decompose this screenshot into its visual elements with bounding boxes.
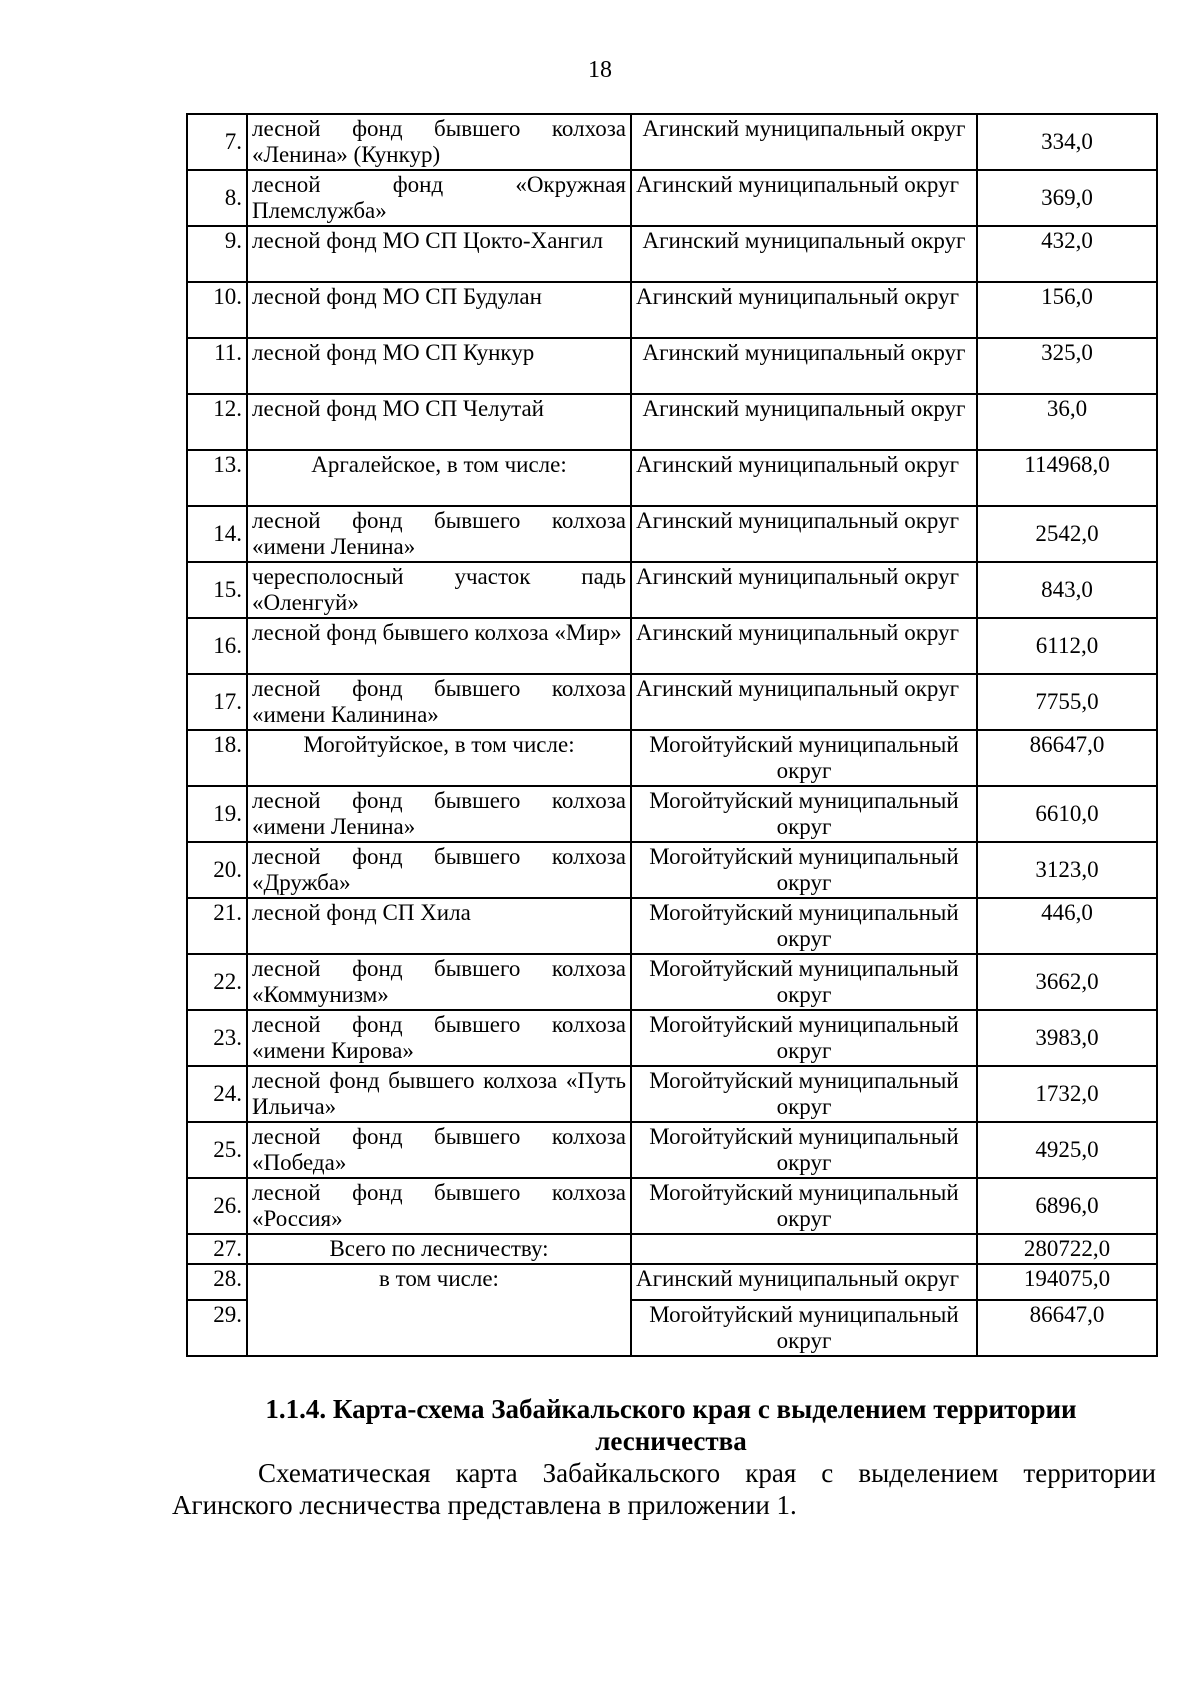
section-heading-line: лесничества xyxy=(595,1426,747,1456)
row-number: 7. xyxy=(187,114,247,170)
row-number: 24. xyxy=(187,1066,247,1122)
forest-fund-name: лесной фонд бывшего колхоза «Победа» xyxy=(247,1122,631,1178)
forest-fund-name: лесной фонд бывшего колхоза «имени Калинина» xyxy=(247,674,631,730)
row-number: 9. xyxy=(187,226,247,282)
section-heading xyxy=(186,1393,1156,1457)
table-row xyxy=(187,170,1157,226)
forest-fund-name: Могойтуйское, в том числе: xyxy=(247,730,631,786)
district-name: Агинский муниципальный округ xyxy=(631,506,977,562)
area-value: 3983,0 xyxy=(977,1010,1157,1066)
district-name: Могойтуйский муниципальный округ xyxy=(631,1178,977,1234)
area-value: 194075,0 xyxy=(977,1264,1157,1300)
forest-fund-name: лесной фонд бывшего колхоза «Дружба» xyxy=(247,842,631,898)
table-row xyxy=(187,394,1157,450)
row-number: 16. xyxy=(187,618,247,674)
district-name: Агинский муниципальный округ xyxy=(631,170,977,226)
row-number: 28. xyxy=(187,1264,247,1300)
row-number: 10. xyxy=(187,282,247,338)
area-value: 36,0 xyxy=(977,394,1157,450)
district-name: Могойтуйский муниципальный округ xyxy=(631,1066,977,1122)
area-value: 325,0 xyxy=(977,338,1157,394)
forest-fund-name: лесной фонд СП Хила xyxy=(247,898,631,954)
table-row xyxy=(187,114,1157,170)
district-name: Могойтуйский муниципальный округ xyxy=(631,1122,977,1178)
row-number: 20. xyxy=(187,842,247,898)
table-row xyxy=(187,1234,1157,1264)
table-row xyxy=(187,674,1157,730)
district-name: Агинский муниципальный округ xyxy=(631,1264,977,1300)
row-number: 8. xyxy=(187,170,247,226)
forest-fund-name: лесной фонд бывшего колхоза «Путь Ильича» xyxy=(247,1066,631,1122)
row-number: 23. xyxy=(187,1010,247,1066)
area-value: 114968,0 xyxy=(977,450,1157,506)
forest-fund-name: лесной фонд бывшего колхоза «имени Кирова» xyxy=(247,1010,631,1066)
forest-fund-name: лесной фонд МО СП Будулан xyxy=(247,282,631,338)
table-row xyxy=(187,1010,1157,1066)
row-number: 22. xyxy=(187,954,247,1010)
district-name: Агинский муниципальный округ xyxy=(631,114,977,170)
district-name: Могойтуйский муниципальный округ xyxy=(631,842,977,898)
area-value: 6610,0 xyxy=(977,786,1157,842)
forest-fund-name: лесной фонд бывшего колхоза «Россия» xyxy=(247,1178,631,1234)
area-value: 843,0 xyxy=(977,562,1157,618)
district-name: Агинский муниципальный округ xyxy=(631,674,977,730)
district-name: Могойтуйский муниципальный округ xyxy=(631,730,977,786)
table-row xyxy=(187,898,1157,954)
paragraph-line: Агинского лесничества представлена в приложении 1. xyxy=(172,1490,797,1520)
row-number: 14. xyxy=(187,506,247,562)
total-area-value: 280722,0 xyxy=(977,1234,1157,1264)
table-row xyxy=(187,450,1157,506)
district-name: Агинский муниципальный округ xyxy=(631,394,977,450)
area-value: 2542,0 xyxy=(977,506,1157,562)
row-number: 25. xyxy=(187,1122,247,1178)
total-label: Всего по лесничеству: xyxy=(247,1234,631,1264)
district-name xyxy=(631,1234,977,1264)
forest-fund-name: лесной фонд бывшего колхоза «имени Ленина» xyxy=(247,506,631,562)
row-number: 26. xyxy=(187,1178,247,1234)
area-value: 4925,0 xyxy=(977,1122,1157,1178)
district-name: Могойтуйский муниципальный округ xyxy=(631,786,977,842)
row-number: 18. xyxy=(187,730,247,786)
district-name: Могойтуйский муниципальный округ xyxy=(631,898,977,954)
body-paragraph xyxy=(172,1457,1156,1521)
area-value: 7755,0 xyxy=(977,674,1157,730)
area-value: 446,0 xyxy=(977,898,1157,954)
table-row xyxy=(187,618,1157,674)
area-value: 3123,0 xyxy=(977,842,1157,898)
area-value: 3662,0 xyxy=(977,954,1157,1010)
table-row xyxy=(187,226,1157,282)
row-number: 17. xyxy=(187,674,247,730)
district-name: Агинский муниципальный округ xyxy=(631,562,977,618)
area-value: 86647,0 xyxy=(977,1300,1157,1356)
table-row xyxy=(187,1066,1157,1122)
table-row xyxy=(187,1178,1157,1234)
area-value: 86647,0 xyxy=(977,730,1157,786)
district-name: Агинский муниципальный округ xyxy=(631,450,977,506)
district-name: Могойтуйский муниципальный округ xyxy=(631,954,977,1010)
forest-fund-name: лесной фонд МО СП Кункур xyxy=(247,338,631,394)
row-number: 19. xyxy=(187,786,247,842)
forest-fund-name: чересполосный участок падь «Оленгуй» xyxy=(247,562,631,618)
table-row xyxy=(187,1122,1157,1178)
area-value: 1732,0 xyxy=(977,1066,1157,1122)
forest-fund-name: лесной фонд МО СП Цокто-Хангил xyxy=(247,226,631,282)
table-row xyxy=(187,842,1157,898)
row-number: 21. xyxy=(187,898,247,954)
district-name: Могойтуйский муниципальный округ xyxy=(631,1010,977,1066)
forest-fund-name: лесной фонд бывшего колхоза «имени Ленина» xyxy=(247,786,631,842)
district-name: Агинский муниципальный округ xyxy=(631,282,977,338)
forestry-table xyxy=(186,113,1158,1357)
row-number: 15. xyxy=(187,562,247,618)
table-row xyxy=(187,282,1157,338)
area-value: 334,0 xyxy=(977,114,1157,170)
table-row xyxy=(187,338,1157,394)
table-row xyxy=(187,954,1157,1010)
row-number: 11. xyxy=(187,338,247,394)
area-value: 6112,0 xyxy=(977,618,1157,674)
row-number: 27. xyxy=(187,1234,247,1264)
district-name: Агинский муниципальный округ xyxy=(631,226,977,282)
forest-fund-name: лесной фонд бывшего колхоза «Мир» xyxy=(247,618,631,674)
subtotal-label: в том числе: xyxy=(247,1264,631,1356)
paragraph-line: Схематическая карта Забайкальского края с выделением территории xyxy=(258,1458,1156,1488)
row-number: 29. xyxy=(187,1300,247,1356)
table-row xyxy=(187,562,1157,618)
district-name: Агинский муниципальный округ xyxy=(631,618,977,674)
district-name: Агинский муниципальный округ xyxy=(631,338,977,394)
section-heading-line: 1.1.4. Карта-схема Забайкальского края с выделением территории xyxy=(265,1394,1077,1424)
table-row xyxy=(187,786,1157,842)
table-row xyxy=(187,1264,1157,1300)
forest-fund-name: Аргалейское, в том числе: xyxy=(247,450,631,506)
forest-fund-name: лесной фонд «Окружная Племслужба» xyxy=(247,170,631,226)
district-name: Могойтуйский муниципальный округ xyxy=(631,1300,977,1356)
area-value: 369,0 xyxy=(977,170,1157,226)
table-row xyxy=(187,506,1157,562)
area-value: 432,0 xyxy=(977,226,1157,282)
area-value: 6896,0 xyxy=(977,1178,1157,1234)
forest-fund-name: лесной фонд бывшего колхоза «Коммунизм» xyxy=(247,954,631,1010)
forest-fund-name: лесной фонд МО СП Челутай xyxy=(247,394,631,450)
area-value: 156,0 xyxy=(977,282,1157,338)
table-row xyxy=(187,730,1157,786)
row-number: 13. xyxy=(187,450,247,506)
page-number: 18 xyxy=(588,57,612,83)
forest-fund-name: лесной фонд бывшего колхоза «Ленина» (Кункур) xyxy=(247,114,631,170)
row-number: 12. xyxy=(187,394,247,450)
